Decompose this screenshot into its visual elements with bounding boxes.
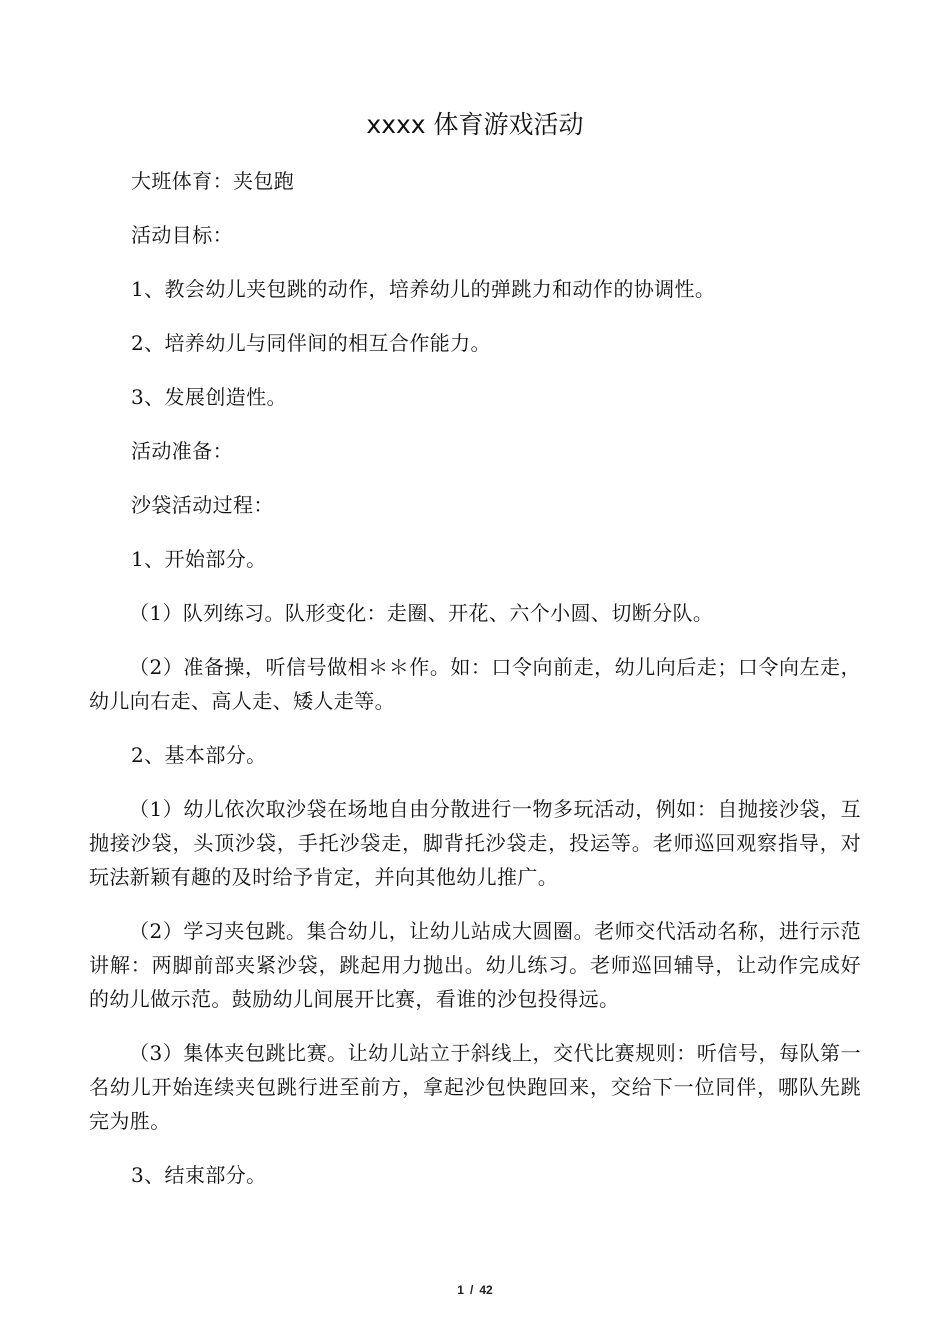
paragraph-basic-item-3: （3）集体夹包跳比赛。让幼儿站立于斜线上，交代比赛规则：听信号，每队第一名幼儿开始连续夹包跳行进至前方，拿起沙包快跑回来，交给下一位同伴，哪队先跳完为胜。 [89, 1041, 861, 1133]
paragraph-start-item-2: （2）准备操，听信号做相＊＊作。如：口令向前走，幼儿向后走；口令向左走，幼儿向右走、高人走、矮人走等。 [89, 655, 861, 713]
paragraph-goal-2: 2、培养幼儿与同伴间的相互合作能力。 [131, 331, 491, 355]
paragraph-goal-1: 1、教会幼儿夹包跳的动作，培养幼儿的弹跳力和动作的协调性。 [131, 277, 716, 301]
paragraph-start-item-1: （1）队列练习。队形变化：走圈、开花、六个小圆、切断分队。 [129, 601, 714, 625]
paragraph-goal-3: 3、发展创造性。 [131, 385, 287, 409]
paragraph-basic-item-1: （1）幼儿依次取沙袋在场地自由分散进行一物多玩活动，例如：自抛接沙袋，互抛接沙袋，头顶沙袋，手托沙袋走，脚背托沙袋走，投运等。老师巡回观察指导，对玩法新颖有趣的及时给予肯定，并向其他幼儿推广。 [89, 797, 861, 889]
paragraph-goals-heading: 活动目标： [131, 223, 233, 247]
current-page-number: 1 [457, 1283, 464, 1297]
page-number-footer [0, 1282, 950, 1298]
paragraph-section-end: 3、结束部分。 [131, 1163, 267, 1187]
paragraph-section-start: 1、开始部分。 [131, 547, 267, 571]
paragraph-process-heading: 沙袋活动过程： [131, 493, 274, 517]
document-title: xxxx 体育游戏活动 [366, 110, 584, 139]
paragraph-basic-item-2: （2）学习夹包跳。集合幼儿，让幼儿站成大圆圈。老师交代活动名称，进行示范讲解：两脚前部夹紧沙袋，跳起用力抛出。幼儿练习。老师巡回辅导，让动作完成好的幼儿做示范。鼓励幼儿间展开比赛，看谁的沙包投得远。 [89, 919, 861, 1011]
page-number-separator: / [469, 1283, 474, 1297]
total-page-count: 42 [479, 1283, 493, 1297]
paragraph-preparation-heading: 活动准备： [131, 439, 233, 463]
document-body [89, 164, 861, 1192]
paragraph-section-basic: 2、基本部分。 [131, 743, 267, 767]
paragraph-class-topic: 大班体育：夹包跑 [131, 169, 295, 193]
